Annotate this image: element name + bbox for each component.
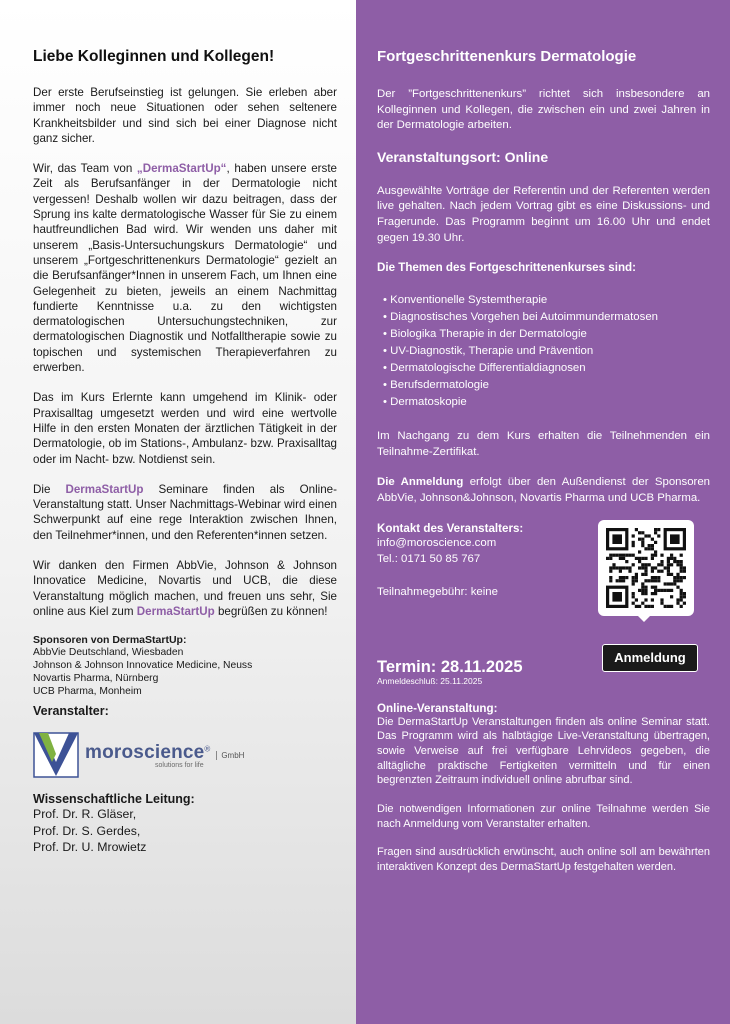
intro-paragraph: Der erste Berufseinstieg ist gelungen. Sie erleben aber immer noch neue Situationen oder sehen seltenere Krankheitsbilder und sind sich bei einer Diagnose nicht ganz sicher. — [33, 86, 337, 145]
course-heading: Fortgeschrittenenkurs Dermatologie — [377, 48, 637, 65]
logo-tagline: solutions for life — [155, 761, 204, 769]
event-date: Termin: 28.11.2025 — [377, 657, 523, 676]
online-event-text: Die DermaStartUp Veranstaltungen finden als online Seminar statt. Das Programm wird als halbtägige Live-Veranstaltung übertragen, sowie Verweise auf frei verfügbare Lehrvideos gegeben, die alltägliche praktische Fertigkeiten vermitteln und für einen begrenzten Zeitraum individuell online abrufbar sind. — [377, 715, 710, 787]
sponsor-item: AbbVie Deutschland, Wiesbaden — [33, 647, 184, 659]
topic-item: • Dermatoskopie — [383, 394, 710, 411]
lead-item: Prof. Dr. R. Gläser, — [33, 807, 137, 822]
sponsor-item: Johnson & Johnson Innovatice Medicine, Neuss — [33, 660, 253, 672]
online-info-text: Die notwendigen Informationen zur online Teilnahme werden Sie nach Anmeldung vom Veranstalter erhalten. — [377, 803, 710, 830]
lead-item: Prof. Dr. S. Gerdes, — [33, 823, 141, 838]
greeting-heading: Liebe Kolleginnen und Kollegen! — [33, 48, 275, 65]
topic-item: • Biologika Therapie in der Dermatologie — [383, 326, 710, 343]
logo-wordmark: moroscience — [85, 741, 205, 763]
questions-text: Fragen sind ausdrücklich erwünscht, auch online soll am bewährten interaktiven Konzept des DermaStartUp festgehalten werden. — [377, 846, 710, 874]
topic-item: • Berufsdermatologie — [383, 377, 710, 394]
qr-pointer — [636, 614, 652, 622]
contact-title: Kontakt des Veranstalters: — [377, 521, 524, 535]
topic-item: • UV-Diagnostik, Therapie und Prävention — [383, 343, 710, 360]
right-column — [356, 0, 730, 1024]
scientific-lead-title: Wissenschaftliche Leitung: — [33, 792, 195, 807]
left-content — [33, 48, 337, 856]
logo-gmbh: GmbH — [216, 751, 244, 760]
sponsors-list — [33, 646, 337, 698]
topics-title: Die Themen des Fortgeschrittenenkurses sind: — [377, 261, 636, 275]
contact-phone[interactable]: Tel.: 0171 50 85 767 — [377, 552, 481, 565]
venue-title: Veranstaltungsort: Online — [377, 148, 549, 165]
topic-item: • Konventionelle Systemtherapie — [383, 292, 710, 309]
thanks-paragraph: Wir danken den Firmen AbbVie, Johnson & Johnson Innovatice Medicine, Novartis und UCB, die diese Veranstaltung möglich machen, und freuen uns sehr, Sie online aus Kiel zum DermaStartUp begrüßen zu können! — [33, 559, 337, 618]
registration-text: Die Anmeldung erfolgt über den Außendienst der Sponsoren AbbVie, Johnson&Johnson, Novartis Pharma und UCB Pharma. — [377, 476, 710, 504]
topic-item: • Dermatologische Differentialdiagnosen — [383, 360, 710, 377]
brand-name: „DermaStartUp“ — [136, 162, 227, 176]
team-paragraph: Wir, das Team von „DermaStartUp“, haben unsere erste Zeit als Berufsanfänger in der Dermatologie nicht vergessen! Deshalb wollen wir dazu beitragen, dass der Sprung ins kalte dermatologische Wasser für Sie zu einem hautfreundlichen Bad wird. Wir wenden uns daher mit unserem „Basis-Untersuchungskurs Dermatologie“ und unserem „Fortgeschrittenenkurs Dermatologie“ gezielt an die Berufsanfänger*Innen in unserem Fach, um Ihnen eine Gelegenheit zu bieten, jeweils an einem Nachmittag fundierte Kenntnisse u.a. zu den wichtigsten dermatologischen Untersuchungstechniken, zur dermatologischen Diagnostik und Notfalltherapie sowie zu topischen und systemischen Therapieverfahren zu erwerben. — [33, 162, 337, 375]
fee-text: Teilnahmegebühr: keine — [377, 585, 498, 598]
certificate-text: Im Nachgang zu dem Kurs erhalten die Teilnehmenden ein Teilnahme-Zertifikat. — [377, 430, 710, 458]
organizer-title: Veranstalter: — [33, 704, 109, 719]
moroscience-logo: moroscience® solutions for life GmbH — [33, 728, 337, 782]
register-button[interactable]: Anmeldung — [602, 644, 698, 672]
sponsor-item: UCB Pharma, Monheim — [33, 686, 142, 698]
registration-deadline: Anmeldeschluß: 25.11.2025 — [377, 675, 483, 686]
moroscience-logo-mark-icon — [33, 732, 79, 778]
sponsors-title: Sponsoren von DermaStartUp: — [33, 634, 187, 647]
venue-text: Ausgewählte Vorträge der Referentin und der Referenten werden live gehalten. Nach jedem Vortrag gibt es eine Diskussions- und Fragerunde. Das Programm beginnt um 16.00 Uhr und endet gegen 19.30 Uhr. — [377, 184, 710, 244]
left-column — [0, 0, 356, 1024]
online-event-title: Online-Veranstaltung: — [377, 701, 498, 715]
topic-item: • Diagnostisches Vorgehen bei Autoimmundermatosen — [383, 309, 710, 326]
right-content — [377, 48, 710, 889]
scientific-lead-list — [33, 806, 337, 856]
practice-paragraph: Das im Kurs Erlernte kann umgehend im Klinik- oder Praxisalltag umgesetzt werden und wird eine wertvolle Hilfe in den ersten Monaten der ärztlichen Tätigkeit in der Dermatologie, ob im Stations-, Ambulanz- bzw. Praxisalltag oder im Nacht- bzw. Notdienst sein. — [33, 391, 337, 466]
topics-list — [383, 292, 710, 411]
contact-email[interactable]: info@moroscience.com — [377, 536, 497, 549]
online-paragraph: Die DermaStartUp Seminare finden als Online-Veranstaltung statt. Unser Nachmittags-Webinar wird einen Schwerpunkt auf eine rege Interaktion zwischen Ihnen, den Teilnehmer*innen, und den Referenten*innen setzen. — [33, 482, 337, 542]
brand-name: DermaStartUp — [136, 604, 215, 618]
course-intro: Der ”Fortgeschrittenenkurs” richtet sich insbesondere an Kolleginnen und Kollegen, die zwischen ein und zwei Jahren in der Dermatologie arbeiten. — [377, 88, 710, 132]
contact-section — [377, 521, 710, 666]
sponsor-item: Novartis Pharma, Nürnberg — [33, 673, 159, 685]
brand-name: DermaStartUp — [65, 482, 144, 496]
qr-code-icon[interactable] — [598, 520, 694, 616]
lead-item: Prof. Dr. U. Mrowietz — [33, 840, 147, 855]
